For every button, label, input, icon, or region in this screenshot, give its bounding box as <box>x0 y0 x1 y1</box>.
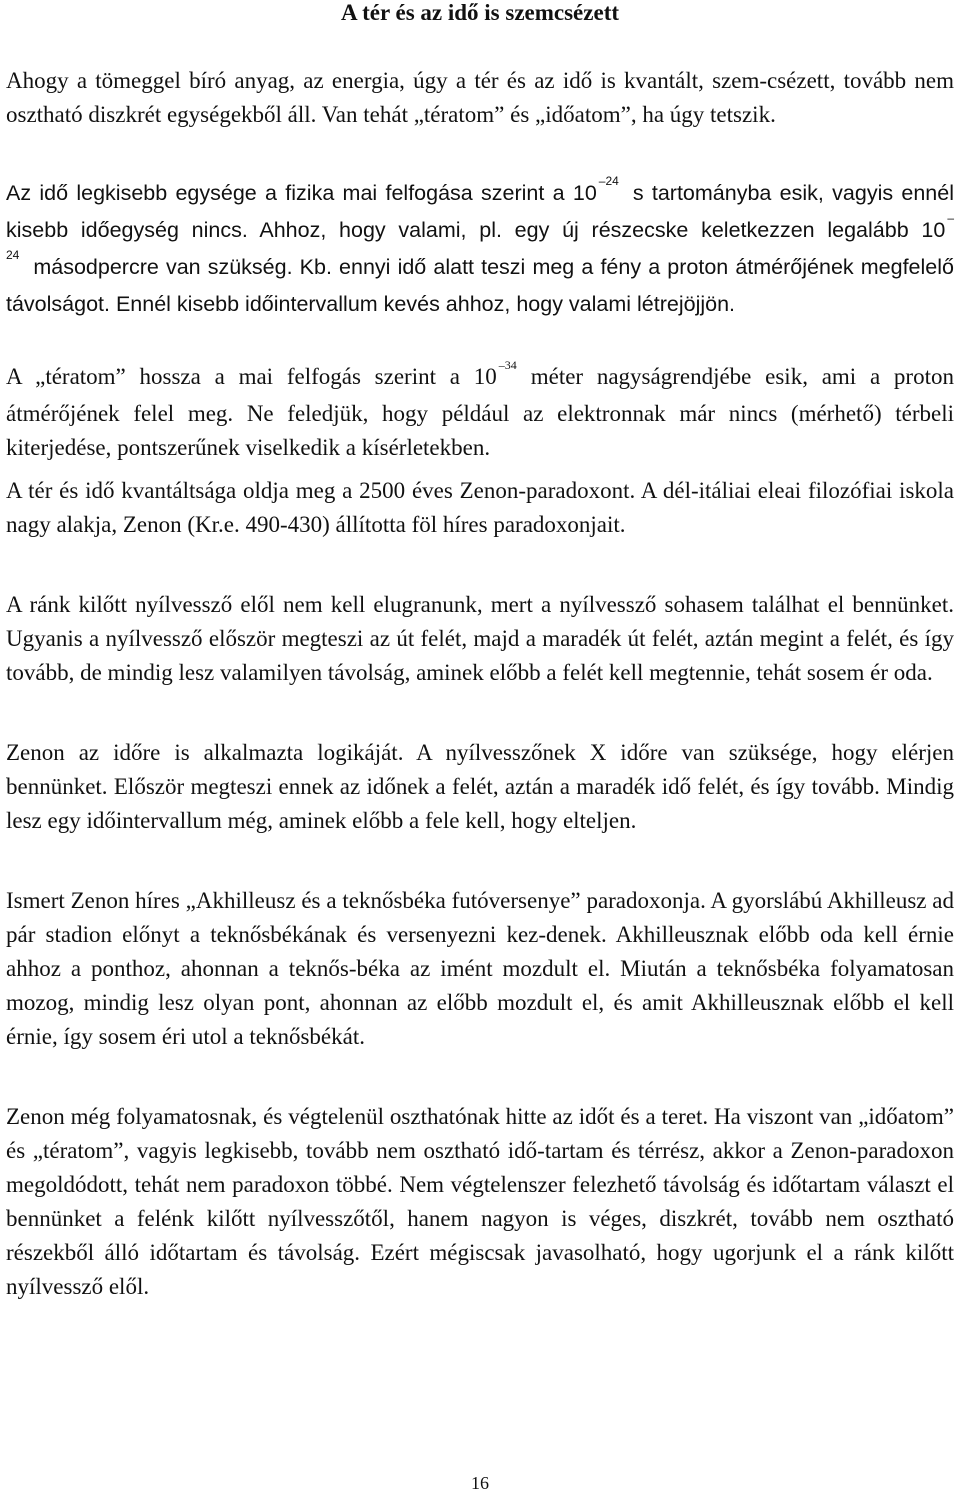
paragraph-5: A ránk kilőtt nyílvessző elől nem kell elugranunk, mert a nyílvessző sohasem találhat el bennünket. Ugyanis a nyílvessző először megteszi az út felét, majd a maradék út felét, aztán megint a felét, és így tovább, de mindig lesz valamilyen távolság, aminek előbb a felét kell megtennie, tehát sosem ér oda. <box>6 592 954 685</box>
exponent-2: –24 <box>6 211 954 262</box>
paragraph-2 <box>6 176 954 321</box>
page-title: A tér és az idő is szemcsézett <box>340 0 620 25</box>
paragraph-1: Ahogy a tömeggel bíró anyag, az energia, úgy a tér és az idő is kvantált, szem-csézett, tovább nem osztható diszkrét egységekből áll. Van tehát „tératom” és „időatom”, ha úgy tetszik. <box>6 68 954 127</box>
paragraph-4: A tér és idő kvantáltsága oldja meg a 2500 éves Zenon-paradoxont. A dél-itáliai eleai filozófiai iskola nagy alakja, Zenon (Kr.e. 490-430) állította föl híres paradoxonjait. <box>6 478 954 537</box>
paragraph-2-part-a: Az idő legkisebb egysége a fizika mai felfogása szerint a 10 <box>6 181 597 205</box>
paragraph-2-part-c: másodpercre van szükség. Kb. ennyi idő alatt teszi meg a fény a proton átmérőjének megfelelő távolságot. Ennél kisebb időintervallum kevés ahhoz, hogy valami létrejöjjön. <box>6 255 954 316</box>
paragraph-2-part-b: s tartományba esik, vagyis ennél kisebb időegység nincs. Ahhoz, hogy valami, pl. egy új részecske keletkezzen legalább 10 <box>6 181 954 242</box>
paragraph-6: Zenon az időre is alkalmazta logikáját. A nyílvesszőnek X időre van szüksége, hogy elérjen bennünket. Először megteszi ennek az időnek a felét, aztán a maradék idő felét, és így tovább. Mindig lesz egy időintervallum még, aminek előbb a fele kell, hogy elteljen. <box>6 740 954 833</box>
paragraph-3-part-a: A „tératom” hossza a mai felfogás szerint a 10 <box>6 364 497 389</box>
exponent-3: –34 <box>498 358 517 372</box>
page-number: 16 <box>471 1473 489 1493</box>
paragraph-3-part-b: méter nagyságrendjébe esik, ami a proton átmérőjének felel meg. Ne feledjük, hogy például az elektronnak már nincs (mérhető) térbeli kiterjedése, pontszerűnek viselkedik a kísérletekben. <box>6 364 954 460</box>
paragraph-3 <box>6 360 954 465</box>
exponent-1: –24 <box>598 174 619 188</box>
paragraph-8: Zenon még folyamatosnak, és végtelenül oszthatónak hitte az időt és a teret. Ha viszont van „időatom” és „tératom”, vagyis legkisebb, tovább nem osztható idő-tartam és térrész, akkor a Zenon-paradoxon megoldódott, tehát nem paradoxon többé. Nem végtelenszer felezhető távolság és időtartam választ el bennünket a felénk kilőtt nyílvesszőtől, hanem nagyon is véges, diszkrét, tovább nem osztható részekből álló időtartam és távolság. Ezért mégiscsak javasolható, hogy ugorjunk el a ránk kilőtt nyílvessző elől. <box>6 1104 954 1299</box>
paragraph-7: Ismert Zenon híres „Akhilleusz és a teknősbéka futóversenye” paradoxonja. A gyorslábú Akhilleusz ad pár stadion előnyt a teknősbékának és versenyezni kez-denek. Akhilleusznak előbb oda kell érnie ahhoz a ponthoz, ahonnan a teknős-béka az imént mozdult el. Miután a teknősbéka folyamatosan mozog, mindig lesz olyan pont, ahonnan az előbb mozdult el, és amit Akhilleusznak előbb el kell érnie, így sosem éri utol a teknősbékát. <box>6 888 954 1049</box>
